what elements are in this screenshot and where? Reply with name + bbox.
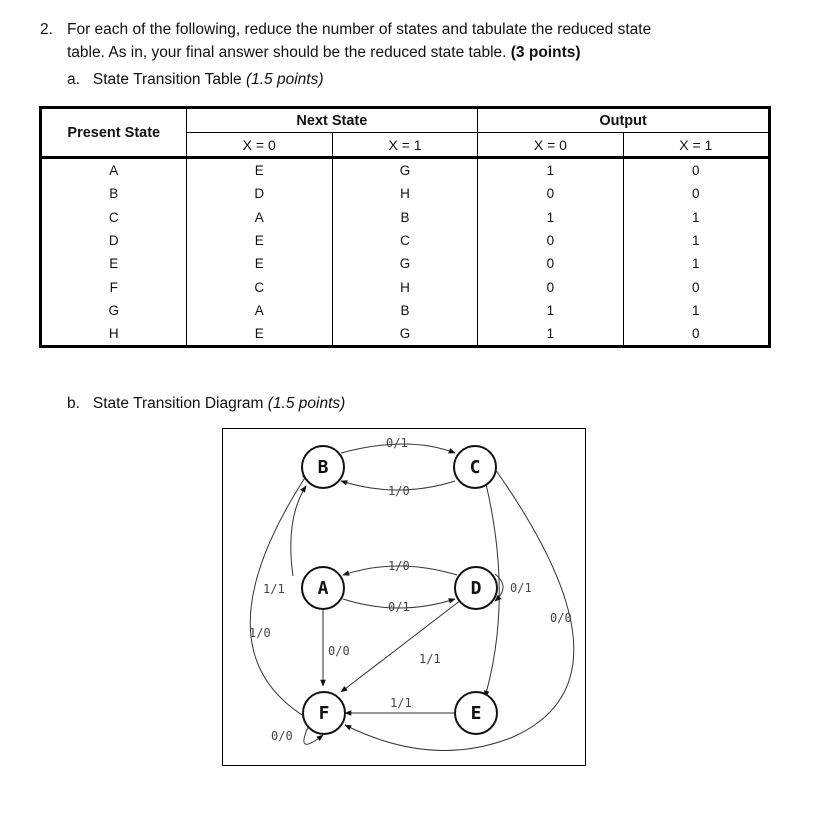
- present-state-header: Present State: [41, 108, 187, 158]
- state-label-f: F: [318, 703, 330, 724]
- table-row: [41, 206, 770, 229]
- cell-next-x0: E: [186, 252, 332, 275]
- part-b-label: b.: [67, 395, 80, 412]
- table-row: [41, 158, 770, 183]
- cell-next-x0: A: [186, 206, 332, 229]
- cell-next-x1: G: [332, 252, 477, 275]
- question-text-line2: table. As in, your final answer should be the reduced state table.: [67, 44, 507, 61]
- cell-output-x0: 0: [478, 229, 623, 252]
- cell-present-state: A: [41, 158, 187, 183]
- cell-output-x1: 1: [623, 299, 769, 322]
- cell-next-x1: G: [332, 322, 477, 347]
- edge-label-c-b: 1/0: [388, 484, 410, 498]
- question-points: (3 points): [510, 44, 581, 61]
- cell-next-x1: B: [332, 299, 477, 322]
- state-transition-table: [39, 106, 771, 348]
- part-a-points: (1.5 points): [245, 71, 324, 88]
- cell-present-state: H: [41, 322, 187, 347]
- part-a-label: a.: [67, 71, 80, 88]
- cell-output-x0: 1: [478, 299, 623, 322]
- question-text-line1: For each of the following, reduce the number of states and tabulate the reduced state: [67, 21, 652, 38]
- cell-next-x0: E: [186, 158, 332, 183]
- edge-label-b-c: 0/1: [386, 436, 408, 450]
- edge-label-c-e: 0/0: [550, 611, 572, 625]
- cell-next-x0: E: [186, 322, 332, 347]
- state-diagram: [223, 429, 585, 765]
- output-x0-header: X = 0: [478, 133, 623, 158]
- edge-label-d-a: 1/0: [388, 559, 410, 573]
- output-header: Output: [478, 108, 770, 133]
- state-label-c: C: [469, 457, 481, 478]
- cell-output-x1: 0: [623, 158, 769, 183]
- cell-next-x1: C: [332, 229, 477, 252]
- part-a-heading: [67, 71, 324, 89]
- cell-next-x1: G: [332, 158, 477, 183]
- table-row: [41, 252, 770, 275]
- cell-output-x0: 1: [478, 158, 623, 183]
- output-x1-header: X = 1: [623, 133, 769, 158]
- edge-label-d-f: 1/1: [419, 652, 441, 666]
- next-state-header: Next State: [186, 108, 478, 133]
- cell-output-x1: 0: [623, 322, 769, 347]
- part-b-title: State Transition Diagram: [92, 395, 264, 412]
- cell-present-state: F: [41, 275, 187, 298]
- cell-next-x1: H: [332, 275, 477, 298]
- cell-output-x0: 0: [478, 182, 623, 205]
- state-label-d: D: [470, 578, 482, 599]
- cell-output-x1: 0: [623, 275, 769, 298]
- part-a-title: State Transition Table: [92, 71, 242, 88]
- state-label-e: E: [470, 703, 482, 724]
- cell-output-x1: 1: [623, 206, 769, 229]
- cell-present-state: E: [41, 252, 187, 275]
- edge-label-e-f: 1/1: [390, 696, 412, 710]
- question-block: [40, 18, 780, 64]
- table-row: [41, 299, 770, 322]
- question-number: 2.: [40, 21, 53, 38]
- table-row: [41, 229, 770, 252]
- cell-output-x1: 1: [623, 229, 769, 252]
- cell-next-x1: B: [332, 206, 477, 229]
- part-b-points: (1.5 points): [267, 395, 346, 412]
- state-label-a: A: [317, 578, 329, 599]
- cell-next-x0: E: [186, 229, 332, 252]
- cell-output-x0: 1: [478, 206, 623, 229]
- cell-output-x0: 0: [478, 252, 623, 275]
- cell-next-x0: C: [186, 275, 332, 298]
- next-x1-header: X = 1: [332, 133, 477, 158]
- table-row: [41, 182, 770, 205]
- cell-present-state: C: [41, 206, 187, 229]
- edge-a-b: [291, 486, 306, 576]
- edge-label-f-b: 1/0: [249, 626, 271, 640]
- cell-present-state: G: [41, 299, 187, 322]
- cell-present-state: B: [41, 182, 187, 205]
- cell-next-x0: A: [186, 299, 332, 322]
- cell-next-x0: D: [186, 182, 332, 205]
- next-x0-header: X = 0: [186, 133, 332, 158]
- edge-label-a-d: 0/1: [388, 600, 410, 614]
- state-diagram-frame: [222, 428, 586, 766]
- cell-present-state: D: [41, 229, 187, 252]
- cell-output-x0: 1: [478, 322, 623, 347]
- part-b-heading: [67, 395, 345, 413]
- cell-output-x0: 0: [478, 275, 623, 298]
- cell-output-x1: 1: [623, 252, 769, 275]
- cell-next-x1: H: [332, 182, 477, 205]
- table-row: [41, 322, 770, 347]
- edge-label-a-f: 0/0: [328, 644, 350, 658]
- table-row: [41, 275, 770, 298]
- cell-output-x1: 0: [623, 182, 769, 205]
- state-label-b: B: [317, 457, 329, 478]
- edge-label-a-b: 1/1: [263, 582, 285, 596]
- edge-label-f-self: 0/0: [271, 729, 293, 743]
- edge-label-d-self: 0/1: [510, 581, 532, 595]
